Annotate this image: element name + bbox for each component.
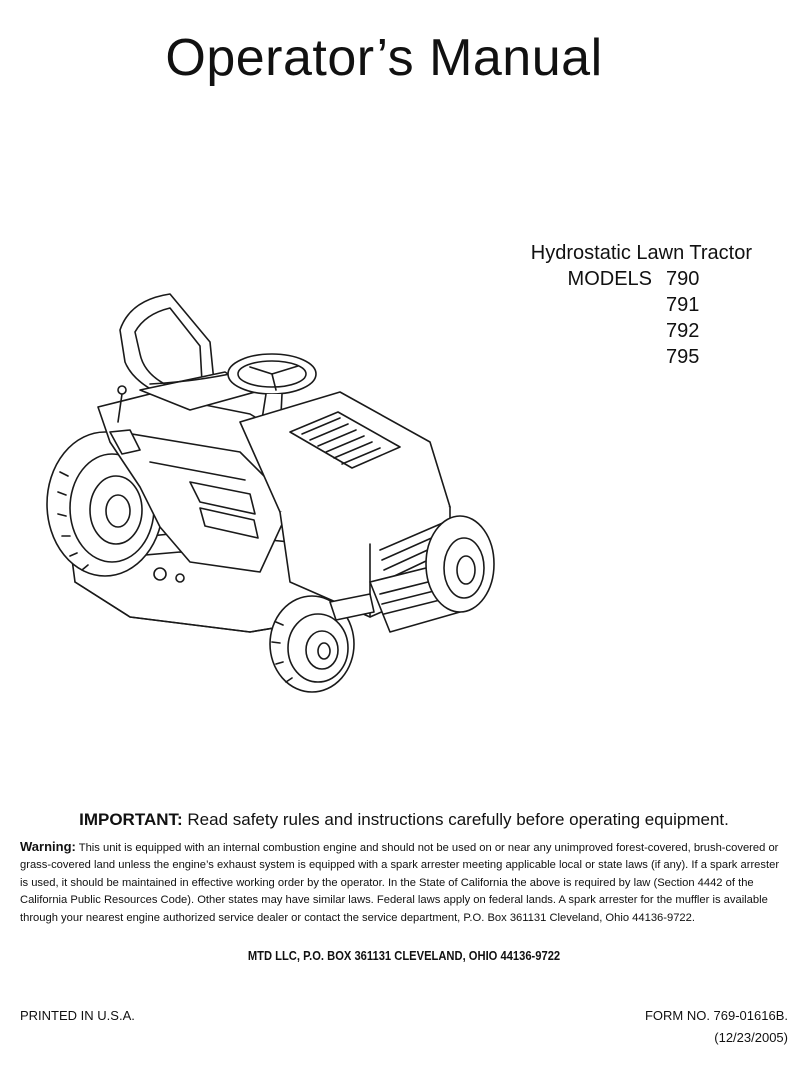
model-number: 791 — [666, 294, 700, 316]
seat — [120, 294, 255, 410]
warning-body: This unit is equipped with an internal combustion engine and should not be used on or near any unimproved forest-covered, brush-covered or grass-covered land unless the engine’s exhaust system is equipped with a spark arrester meeting applicable local or state laws (if any). If a spark arrester is used, it should be maintained in effective working order by the operator. In the State of California the above is required by law (Section 4442 of the California Public Resources Code). Other states may have similar laws. Federal laws apply on federal lands. A spark arrester for the muffler is available through your nearest engine authorized service dealer or contact the service department, P.O. Box 361131 Cleveland, Ohio 44136-9722. — [20, 842, 780, 924]
company-address: MTD LLC, P.O. BOX 361131 CLEVELAND, OHIO 44136-9722 — [247, 948, 561, 963]
form-date: (12/23/2005) — [714, 1030, 788, 1045]
warning-paragraph — [20, 838, 788, 927]
models-label: MODELS — [567, 268, 652, 290]
warning-label: Warning: — [20, 839, 76, 854]
product-name: Hydrostatic Lawn Tractor — [530, 242, 752, 264]
models-list — [666, 266, 699, 370]
important-label: IMPORTANT: — [79, 810, 183, 829]
product-info — [470, 240, 760, 370]
model-number: 795 — [666, 346, 700, 368]
lawn-tractor-icon — [40, 282, 510, 702]
page-title: Operator’s Manual — [165, 29, 603, 87]
model-number: 790 — [666, 268, 700, 290]
model-number: 792 — [666, 320, 700, 342]
printed-in: PRINTED IN U.S.A. — [20, 1008, 135, 1023]
models-row — [470, 266, 760, 370]
important-text: Read safety rules and instructions carefully before operating equipment. — [182, 810, 729, 829]
form-number: FORM NO. 769-01616B. — [644, 1008, 788, 1023]
front-wheel-far — [426, 516, 494, 612]
important-notice — [0, 810, 808, 830]
